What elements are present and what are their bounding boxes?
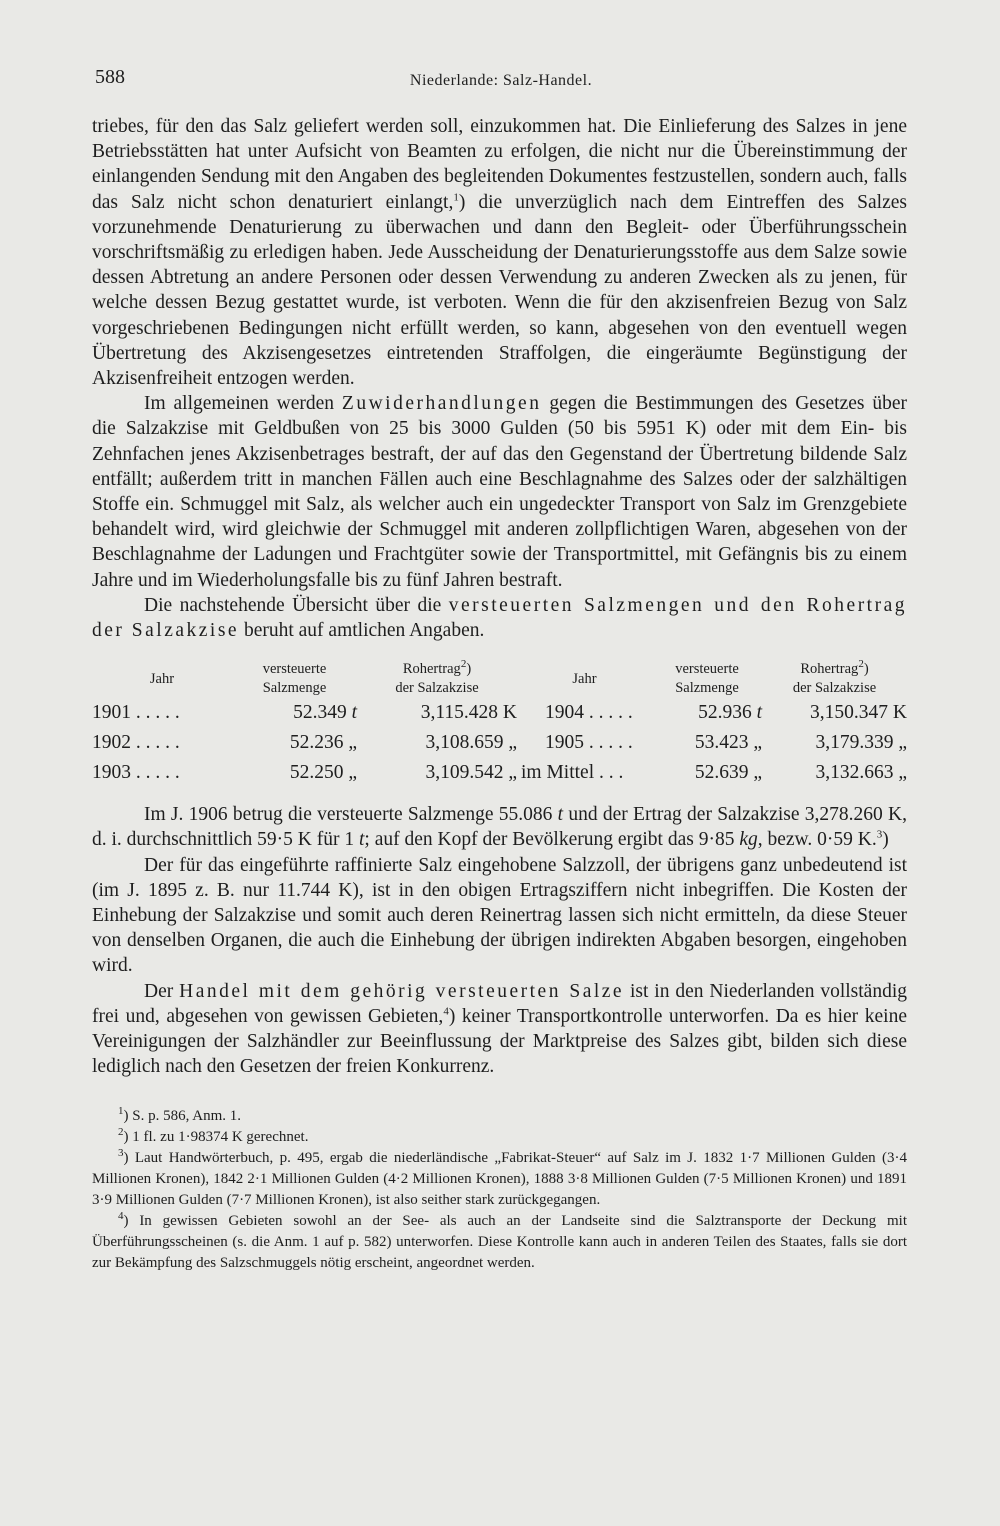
table-header-row (92, 659, 907, 702)
footnote-1: $^1$) S. p. 586, Anm. 1. (118, 1104, 242, 1124)
spaced-emphasis: Handel mit dem gehörig versteuerten Salze (179, 980, 625, 1002)
paragraph-5: Der für das eingeführte raffinierte Salz eingehobene Salzzoll, der übrigens ganz unbedeutend ist (im J. 1895 z. B. nur 11.744 K), ist in den obigen Ertragsziffern nicht inbegriffen. Die Kosten der Einhebung der Salzakzise und somit auch deren Reinertrag lassen sich nicht ermitteln, da diese Steuer von denselben Organen, die auch die Einhebung der übrigen indirekten Abgaben besorgen, eingehoben wird. (92, 854, 907, 977)
column-header-menge: versteuerte Salzmenge (675, 661, 739, 697)
column-header-jahr: Jahr (149, 670, 175, 687)
column-header-menge: versteuerte Salzmenge (262, 661, 327, 697)
spaced-emphasis: Zuwiderhandlungen (341, 393, 542, 415)
footnotes (92, 1106, 907, 1274)
paragraph-2: Im allgemeinen werden Zuwiderhandlungen gegen die Bestimmungen des Gesetzes über die Salzakzise mit Geldbußen von 25 bis 3000 Gulden (50 bis 5951 K) oder mit dem Ein- bis Zehnfachen jenes Akzisenbetrages bestraft, der auf das den Gegenstand der Übertretung bildende Salz entfällt; außerdem tritt in manchen Fällen auch eine Beschlagnahme des Salzes oder der salzhältigen Stoffe ein. Schmuggel mit Salz, als welcher auch ein ungedeckter Transport von Salz im Grenzgebiete behandelt wird, wird gleichwie der Schmuggel mit anderen zollpflichtigen Waren, abgesehen von der Beschlagnahme der Ladungen und Frachtgüter sowie der Transportmittel, mit Gefängnis bis zu einem Jahre und im Wiederholungsfalle bis zu fünf Jahren bestraft. (92, 393, 908, 591)
footnote-4: $^4$) In gewissen Gebieten sowohl an der See- als auch an der Landseite sind die Salztransporte der Deckung mit Überführungsscheinen (s. die Anm. 1 auf p. 582) unterworfen. Diese Kontrolle kann auch in anderen Teilen des Staates, falls sie dort zur Bekämpfung des Salzschmuggels nötig erscheint, angeordnet werden. (92, 1209, 907, 1271)
running-title: Niederlande: Salz-Handel. (409, 72, 593, 89)
body-text (92, 114, 907, 1274)
footnote-ref-4: 4 (443, 1005, 449, 1018)
footnote-3: $^3$) Laut Handwörterbuch, p. 495, ergab die niederländische „Fabrikat-Steuer“ auf Salz im J. 1832 1·7 Millionen Gulden (3·4 Millionen Kronen), 1842 2·1 Millionen Gulden (4·2 Millionen Kronen), 1888 3·8 Millionen Gulden (7·5 Millionen Kronen) und 1891 3·9 Millionen Gulden (7·7 Millionen Kronen), ist also seither stark zurückgegangen. (92, 1146, 907, 1208)
column-header-ertrag: Rohertrag$^2$) der Salzakzise (792, 658, 877, 697)
column-header-jahr: Jahr (572, 670, 597, 687)
table-row: 1901 . . . . . 52.349 t 3,115.428 K 1904 . . . . . 52.936 t 3,150.347 K (92, 702, 907, 724)
table-row: 1902 . . . . . 52.236 „ 3,108.659 „ 1905 . . . . . 53.423 „ 3,179.339 „ (92, 732, 907, 754)
spaced-emphasis: versteuerten Salzmengen und den Rohertrag der Salzakzise (92, 594, 907, 642)
table-row: 1903 . . . . . 52.250 „ 3,109.542 „ im Mittel . . . 52.639 „ 3,132.663 „ (92, 762, 907, 784)
salt-statistics-table (92, 659, 907, 792)
paragraph-3: Die nachstehende Übersicht über die versteuerten Salzmengen und den Rohertrag der Salzakzise beruht auf amtlichen Angaben. (92, 594, 907, 642)
footnote-ref-1: 1 (453, 191, 459, 204)
paragraph-6: Der Handel mit dem gehörig versteuerten Salze ist in den Niederlanden vollständig frei und, abgesehen von gewissen Gebieten,$^4$) keiner Transportkontrolle unterworfen. Da es hier keine Vereinigungen der Salzhändler zur Beeinflussung der Marktpreise des Salzes gibt, bilden sich diese lediglich nach den Gesetzen der freien Konkurrenz. (92, 980, 908, 1078)
paragraph-1: triebes, für den das Salz geliefert werden soll, einzukommen hat. Die Einlieferung des Salzes in jene Betriebsstätten hat unter Aufsicht von Beamten zu erfolgen, die nicht nur die Übereinstimmung der einlangenden Sendung mit den Angaben des begleitenden Dokumentes festzustellen, sondern auch, falls das Salz nicht schon denaturiert einlangt,$^1$) die unverzüglich nach dem Eintreffen des Salzes vorzunehmende Denaturierung zu überwachen und dann den Begleit- oder Überführungsschein vorschriftsmäßig zu erledigen haben. Jede Ausscheidung der Denaturierungsstoffe aus dem Salze sowie dessen Abtretung an andere Personen oder dessen Verwendung zu anderen Zwecken als zu jenen, für welche dessen Bezug gestattet wurde, ist verboten. Wenn die für den akzisenfreien Bezug von Salz vorgeschriebenen Bedingungen nicht erfüllt werden, so kann, abgesehen von den eventuell wegen Übertretung des Akzisengesetzes eintretenden Straffolgen, die eingeräumte Begünstigung der Akzisenfreiheit entzogen werden. (92, 116, 907, 390)
paragraph-4: Im J. 1906 betrug die versteuerte Salzmenge 55.086 t und der Ertrag der Salzakzise 3,278.260 K, d. i. durchschnittlich 59·5 K für 1 t; auf den Kopf der Bevölkerung ergibt das 9·85 kg, bezw. 0·59 K.$^3$) (92, 804, 908, 851)
page-header (95, 66, 907, 96)
footnote-ref-3: 3 (876, 828, 883, 841)
page-number: 588 (95, 66, 125, 88)
column-header-ertrag: Rohertrag$^2$) der Salzakzise (395, 658, 479, 697)
footnote-2: $^2$) 1 fl. zu 1·98374 K gerechnet. (118, 1125, 309, 1145)
